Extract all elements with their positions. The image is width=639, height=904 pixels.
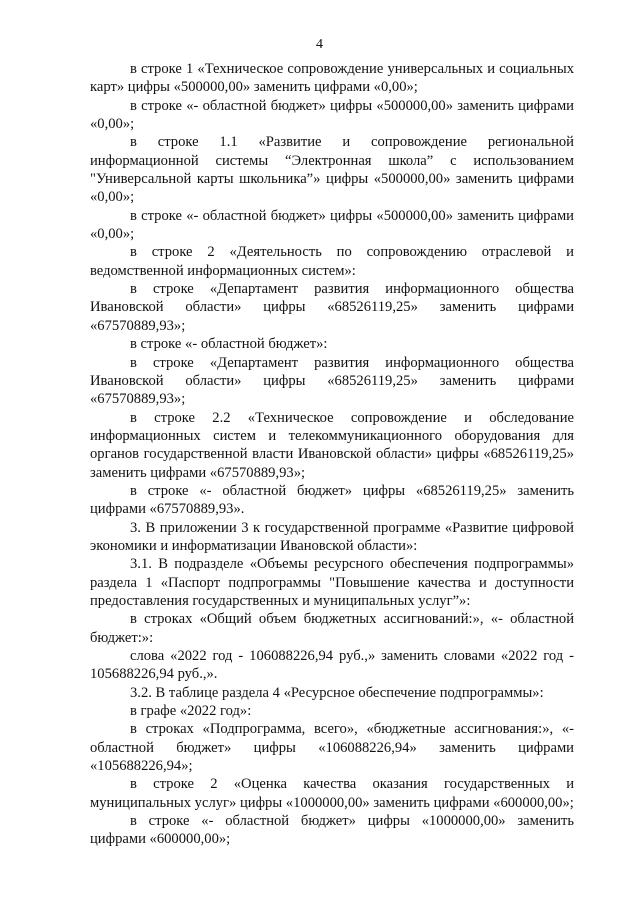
paragraph: в строке «Департамент развития информационного общества Ивановской области» цифры «68526119,25» заменить цифрами «67570889,93»; — [90, 354, 574, 408]
paragraph: в строках «Общий объем бюджетных ассигнований:», «- областной бюджет:»: — [90, 611, 574, 646]
paragraph: 3.2. В таблице раздела 4 «Ресурсное обеспечение подпрограммы»: — [130, 684, 544, 701]
paragraph: в строке 1 «Техническое сопровождение универсальных и социальных карт» цифры «500000,00» заменить цифрами «0,00»; — [90, 61, 574, 96]
page-number: 4 — [316, 37, 323, 52]
paragraph: слова «2022 год - 106088226,94 руб.,» заменить словами «2022 год - 105688226,94 руб.,». — [90, 648, 574, 683]
paragraph: в строке 1.1 «Развитие и сопровождение региональной информационной системы “Электронная школа” с использованием "Универсальной карты школьника”» цифры «500000,00» заменить цифрами «0,00»; — [90, 134, 574, 206]
paragraph: в строке 2.2 «Техническое сопровождение и обследование информационных систем и телекоммуникационного оборудования для органов государственной власти Ивановской области» цифры «68526119,25» заменить цифрами «67570889,93»; — [90, 409, 574, 481]
paragraph: в графе «2022 год»: — [130, 703, 252, 720]
paragraph: в строках «Подпрограмма, всего», «бюджетные ассигнования:», «- областной бюджет» цифры «106088226,94» заменить цифрами «105688226,94»; — [90, 721, 574, 775]
paragraph: 3. В приложении 3 к государственной программе «Развитие цифровой экономики и информатизации Ивановской области»: — [90, 519, 574, 554]
paragraph: в строке «- областной бюджет» цифры «1000000,00» заменить цифрами «600000,00»; — [90, 813, 574, 848]
paragraph: 3.1. В подразделе «Объемы ресурсного обеспечения подпрограммы» раздела 1 «Паспорт подпрограммы "Повышение качества и доступности предоставления государственных и муниципальных услуг”»: — [90, 556, 574, 609]
paragraph: в строке «- областной бюджет» цифры «500000,00» заменить цифрами «0,00»; — [90, 97, 574, 133]
paragraph: в строке «- областной бюджет» цифры «500000,00» заменить цифрами «0,00»; — [90, 207, 574, 243]
paragraph: в строке 2 «Оценка качества оказания государственных и муниципальных услуг» цифры «1000000,00» заменить цифрами «600000,00»; — [90, 776, 574, 811]
paragraph: в строке 2 «Деятельность по сопровождению отраслевой и ведомственной информационных систем»: — [90, 244, 574, 279]
paragraph: в строке «- областной бюджет» цифры «68526119,25» заменить цифрами «67570889,93». — [90, 482, 574, 518]
paragraph: в строке «Департамент развития информационного общества Ивановской области» цифры «68526119,25» заменить цифрами «67570889,93»; — [90, 281, 574, 334]
paragraph: в строке «- областной бюджет»: — [130, 336, 328, 353]
document-body — [90, 60, 574, 849]
